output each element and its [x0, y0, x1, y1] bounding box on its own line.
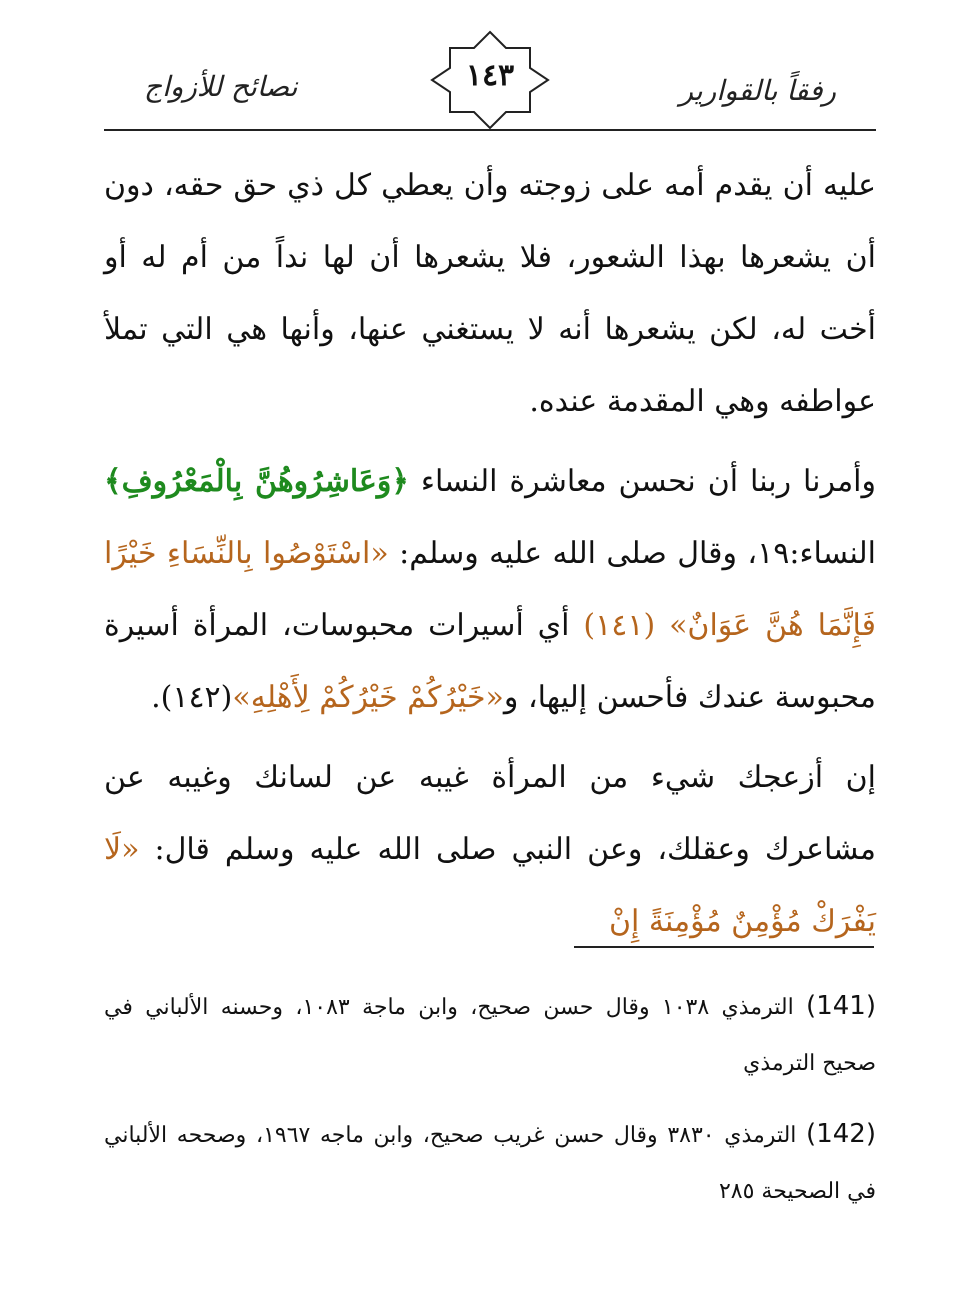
footnotes [104, 978, 876, 1234]
paragraph-1 [104, 150, 876, 438]
footnote-ref-141[interactable]: (١٤١) [569, 608, 670, 643]
footnote-text: الترمذي ١٠٣٨ وقال حسن صحيح، وابن ماجة ١٠٨٣، وحسنه الألباني في صحيح الترمذي [104, 995, 876, 1076]
paragraph-2-middle: أي أسيرات محبوسات، المرأة أسيرة محبوسة عندك فأحسن إليها، و [104, 608, 876, 715]
footnote-number: (141) [806, 991, 876, 1021]
hadith-text-2: «خَيْرُكُمْ خَيْرُكُمْ لِأَهْلِهِ» [232, 680, 504, 715]
paragraph-1-text: عليه أن يقدم أمه على زوجته وأن يعطي كل ذي حق حقه، دون أن يشعرها بهذا الشعور، فلا يشعرها أن لها نداً من أم له أو أخت له، لكن يشعرها أنه لا يستغني عنها، وأنها هي التي تملأ عواطفه وهي المقدمة عنده. [104, 168, 876, 419]
page-number-badge [426, 30, 554, 130]
header-divider [104, 129, 876, 131]
page-header [104, 30, 876, 130]
footnote-text: الترمذي ٣٨٣٠ وقال حسن غريب صحيح، وابن ماجه ١٩٦٧، وصححه الألباني في الصحيحة ٢٨٥ [104, 1123, 876, 1204]
footnote-ref-142[interactable]: (١٤٢) [160, 680, 233, 715]
paragraph-2-intro: وأمرنا ربنا أن نحسن معاشرة النساء [408, 464, 876, 499]
body-text [104, 150, 876, 966]
footnote-number: (142) [806, 1119, 876, 1149]
book-title: رفقاً بالقوارير [679, 74, 836, 107]
hadith-text-3: «لَا يَفْرَكْ مُؤْمِنٌ مُؤْمِنَةً إِنْ [104, 832, 876, 939]
footnote-142 [104, 1106, 876, 1220]
page-number: ١٤٣ [465, 58, 515, 93]
book-section-title: نصائح للأزواج [144, 70, 298, 103]
paragraph-3 [104, 742, 876, 958]
paragraph-3-text: إن أزعجك شيء من المرأة غيبه عن لسانك وغيبه عن مشاعرك وعقلك، وعن النبي صلى الله عليه وسلم قال: [104, 760, 876, 867]
quran-reference: النساء:١٩، وقال صلى الله عليه وسلم: [388, 536, 876, 571]
paragraph-2 [104, 446, 876, 734]
footnote-divider [574, 946, 874, 948]
footnote-141 [104, 978, 876, 1092]
quran-verse: ﴿وَعَاشِرُوهُنَّ بِالْمَعْرُوفِ﴾ [104, 464, 409, 499]
hadith-text-1: «اسْتَوْصُوا بِالنِّسَاءِ خَيْرًا فَإِنَّمَا هُنَّ عَوَانٌ» [104, 536, 876, 643]
paragraph-2-end: . [151, 680, 161, 715]
